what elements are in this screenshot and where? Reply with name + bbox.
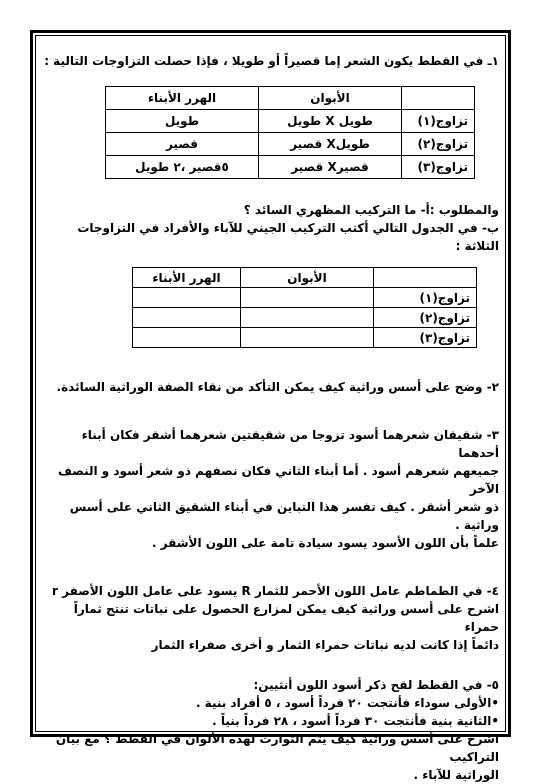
genotype-table <box>132 267 477 348</box>
table-row <box>133 308 477 328</box>
row-parents: طويل X طويل <box>259 110 402 133</box>
row-label: تزاوج(٢) <box>402 133 475 156</box>
row-parents: طويلX قصير <box>259 133 402 156</box>
table-row <box>106 156 475 179</box>
row-label: تزاوج(١) <box>402 110 475 133</box>
table-header-row <box>133 268 477 288</box>
q1-part-b: ب- في الجدول التالي أكتب التركيب الجيني للآباء والأفراد في التزاوجات الثلاثة : <box>77 221 499 253</box>
worksheet-content <box>42 52 499 784</box>
answer-cell <box>133 328 241 348</box>
row-parents: قصيرX قصير <box>259 156 402 179</box>
answer-cell <box>133 288 241 308</box>
header-parents: الأبوان <box>259 87 402 110</box>
row-label: تزاوج(١) <box>374 288 477 308</box>
row-offspring: قصير <box>106 133 259 156</box>
table-row <box>106 133 475 156</box>
q5-line: •الأولى سوداء فأنتجت ٢٠ فرداً أسود ، ٥ أفراد بنية . <box>195 696 499 710</box>
q1-intro: ١ـ في القطط يكون الشعر إما قصيراً أو طويلا ، فإذا حصلت التزاوجات التالية : <box>44 54 499 68</box>
q3-line: ذو شعر أشقر . كيف تفسر هذا التباين في أبناء الشقيق الثاني على أسس وراثية . <box>69 500 499 532</box>
header-parents: الأبوان <box>241 268 374 288</box>
row-offspring: ٥قصير ،٢ طويل <box>106 156 259 179</box>
row-offspring: طويل <box>106 110 259 133</box>
q3-line: جميعهم شعرهم أسود . أما أبناء الثاني فكان نصفهم ذو شعر أسود و النصف الآخر <box>57 464 499 496</box>
crosses-table <box>105 86 475 179</box>
q2-text: ٢- وضح على أسس وراثية كيف يمكن التأكد من نقاء الصفة الوراثية السائدة. <box>56 380 499 394</box>
q1-part-a: والمطلوب :أ- ما التركيب المظهري السائد ؟ <box>243 203 499 217</box>
q5-line: اشرح على أسس وراثية كيف يتم التوارث لهذه الألوان في القطط ؟ مع بيان التراكيب <box>55 732 499 764</box>
row-label: تزاوج(٣) <box>402 156 475 179</box>
answer-cell <box>241 328 374 348</box>
row-label: تزاوج(٣) <box>374 328 477 348</box>
header-empty <box>374 268 477 288</box>
row-label: تزاوج(٢) <box>374 308 477 328</box>
q4-line: دائماً إذا كانت لديه نباتات حمراء الثمار و أخرى صفراء الثمار <box>151 638 499 652</box>
table-row <box>133 328 477 348</box>
header-empty <box>402 87 475 110</box>
answer-cell <box>241 308 374 328</box>
table-row <box>133 288 477 308</box>
table-row <box>106 110 475 133</box>
header-offspring: الهرر الأبناء <box>106 87 259 110</box>
q5-line: •الثانية بنية فأنتجت ٣٠ فرداً أسود ، ٢٨ فرداً بنياً . <box>212 714 499 728</box>
table-header-row <box>106 87 475 110</box>
answer-cell <box>241 288 374 308</box>
q4-line: ٤- في الطماطم عامل اللون الأحمر للثمار R يسود على عامل اللون الأصفر r <box>52 584 499 598</box>
q5-line: الوراثية للآباء . <box>413 768 499 782</box>
q3-line: ٣- شقيقان شعرهما أسود تزوجا من شقيقتين شعرهما أشقر فكان أبناء أحدهما <box>81 428 499 460</box>
header-offspring: الهرر الأبناء <box>133 268 241 288</box>
q3-line: علماً بأن اللون الأسود يسود سيادة تامة على اللون الأشقر . <box>151 536 499 550</box>
answer-cell <box>133 308 241 328</box>
q4-line: اشرح على أسس وراثية كيف يمكن لمزارع الحصول على نباتات تنتج ثماراً حمراء <box>73 602 499 634</box>
q5-line: ٥- في القطط لقح ذكر أسود اللون أنثيين: <box>253 678 499 692</box>
